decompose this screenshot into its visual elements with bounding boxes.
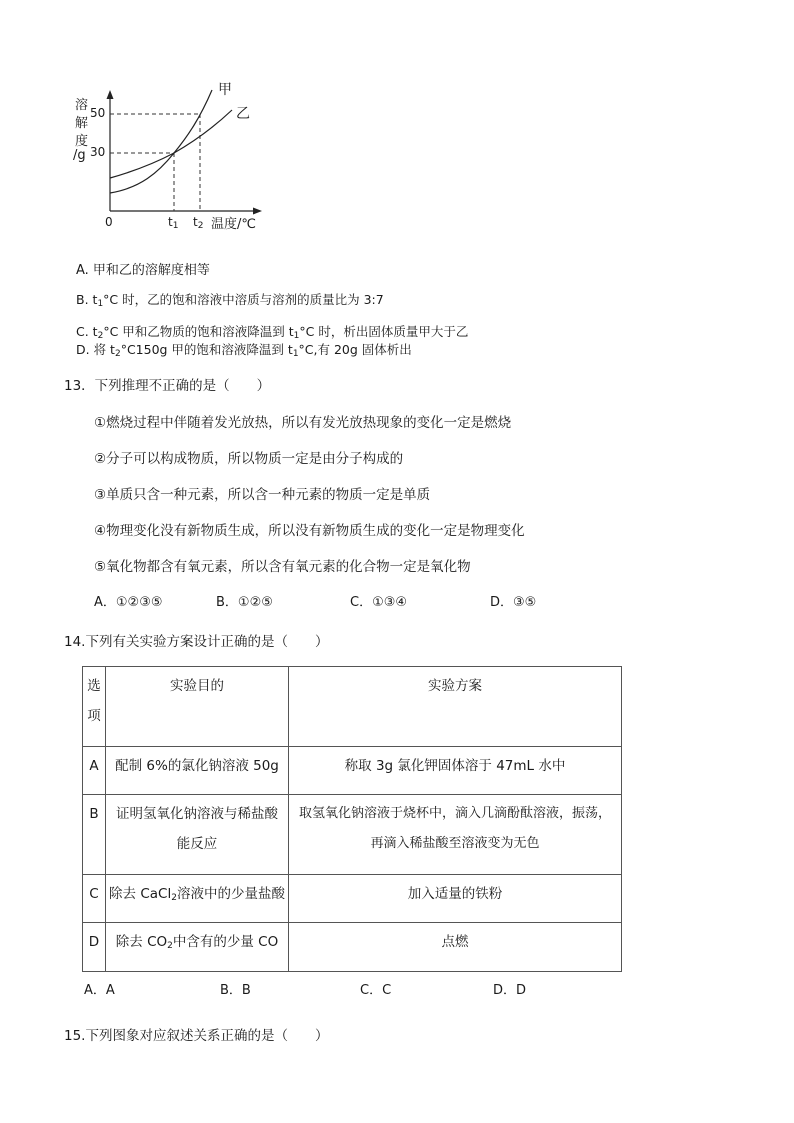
row-plan: 取氢氧化钠溶液于烧杯中，滴入几滴酚酞溶液，振荡， 再滴入稀盐酸至溶液变为无色 [289, 795, 622, 875]
y-tick-50: 50 [90, 106, 106, 120]
q14-option-c: C．C [360, 983, 392, 998]
q13-item-1: ①燃烧过程中伴随着发光放热，所以有发光放热现象的变化一定是燃烧 [94, 415, 512, 431]
table-header-row [83, 667, 622, 747]
q12-option-a: A. 甲和乙的溶解度相等 [76, 263, 210, 278]
y-tick-30: 30 [90, 145, 106, 159]
q13-option-d: D．③⑤ [490, 595, 537, 610]
y-label-char-3: 度 [75, 134, 89, 149]
row-key: C [83, 875, 106, 923]
row-goal: 除去 CaCl$_2$溶液中的少量盐酸 [106, 875, 289, 923]
row-plan: 加入适量的铁粉 [289, 875, 622, 923]
row-plan: 点燃 [289, 923, 622, 972]
row-plan: 称取 3g 氯化钾固体溶于 47mL 水中 [289, 747, 622, 795]
table-row [83, 795, 622, 875]
table-row [83, 923, 622, 972]
q14-option-a: A．A [84, 983, 115, 998]
q12-option-b: B. $t_1^\circ C$ 时，乙的饱和溶液中溶质与溶剂的质量比为 3:7 [76, 292, 384, 309]
x-tick-t1: $t_1$ [168, 215, 179, 231]
table-row [83, 875, 622, 923]
row-goal: 证明氢氧化钠溶液与稀盐酸 能反应 [106, 795, 289, 875]
y-label-char-2: 解 [75, 116, 89, 131]
header-option: 选 项 [83, 667, 106, 747]
x-axis-label: 温度/℃ [211, 217, 256, 232]
row-key: B [83, 795, 106, 875]
q13-item-5: ⑤氧化物都含有氧元素，所以含有氧元素的化合物一定是氧化物 [94, 559, 471, 575]
curve-jia [110, 90, 212, 193]
q14-option-b: B．B [220, 983, 251, 998]
y-axis-arrow [107, 90, 114, 99]
row-goal: 除去 $CO_2$中含有的少量 CO [106, 923, 289, 972]
q13-item-4: ④物理变化没有新物质生成，所以没有新物质生成的变化一定是物理变化 [94, 523, 525, 539]
origin-label: 0 [105, 215, 113, 229]
curve-label-yi: 乙 [236, 106, 250, 122]
row-goal: 配制 6%的氯化钠溶液 50g [106, 747, 289, 795]
q14-option-d: D．D [493, 983, 527, 998]
header-plan: 实验方案 [289, 667, 622, 747]
q15-title: 15.下列图象对应叙述关系正确的是（ ） [64, 1028, 329, 1044]
y-label-char-4: /g [73, 148, 86, 163]
curve-yi [110, 110, 232, 178]
table-row [83, 747, 622, 795]
row-key: A [83, 747, 106, 795]
q12-option-d: D. 将 $t_2^\circ C150g$ 甲的饱和溶液降温到 $t_1^\circ C$,有 20g 固体析出 [76, 342, 412, 359]
q13-option-c: C．①③④ [350, 595, 408, 610]
experiment-table [82, 666, 622, 972]
q13-item-2: ②分子可以构成物质，所以物质一定是由分子构成的 [94, 451, 404, 467]
y-label-char-1: 溶 [75, 98, 89, 113]
q12-option-c: C. $t_2^\circ C$ 甲和乙物质的饱和溶液降温到 $t_1^\circ C$ 时，析出固体质量甲大于乙 [76, 324, 469, 341]
q14-title: 14.下列有关实验方案设计正确的是（ ） [64, 634, 329, 650]
q13-title: 13．下列推理不正确的是（ ） [64, 378, 271, 394]
x-tick-t2: $t_2$ [193, 215, 204, 231]
header-goal: 实验目的 [106, 667, 289, 747]
q13-item-3: ③单质只含一种元素，所以含一种元素的物质一定是单质 [94, 487, 431, 503]
curve-label-jia: 甲 [218, 82, 232, 98]
q13-option-a: A．①②③⑤ [94, 595, 163, 610]
row-key: D [83, 923, 106, 972]
q13-option-b: B．①②⑤ [216, 595, 273, 610]
